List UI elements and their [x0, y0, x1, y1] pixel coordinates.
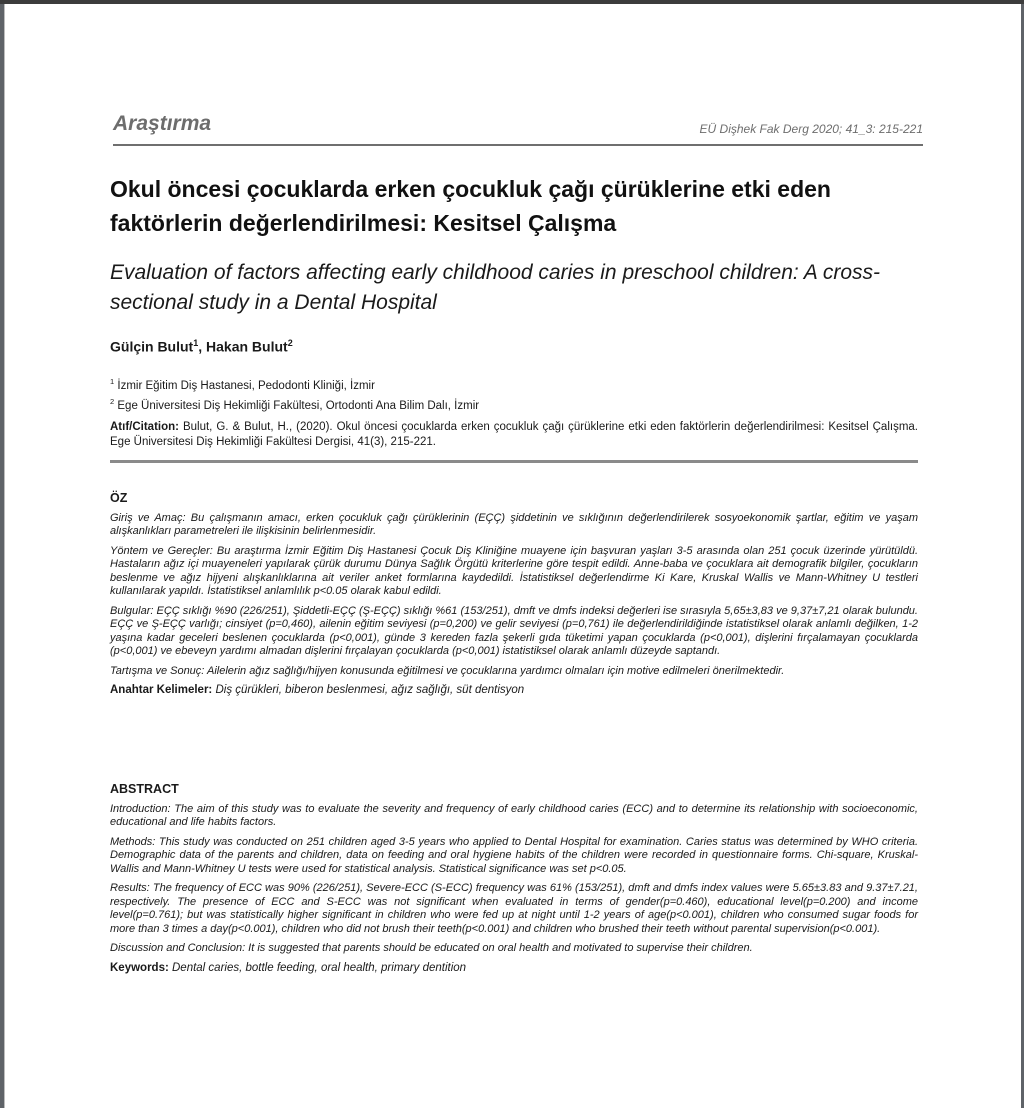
- abstract-keywords: [110, 962, 918, 976]
- oz-paragraph: Yöntem ve Gereçler: Bu araştırma İzmir Eğitim Diş Hastanesi Çocuk Diş Kliniğine muayene için başvuran yaşları 3-5 arasında olan 251 çocuk üzerinde yürütüldü. Hastaların ağız içi muayeneleri yapılarak çürük durumu Dünya Sağlık Örgütü kriterlerine göre tespit edildi. Anne-baba ve çocuklara ait demografik bilgiler, çocukların beslenme ve ağız hijyeni alışkanlıklarına ait veriler anket formlarına kaydedildi. İstatistiksel değerlendirme Ki Kare, Kruskal Wallis ve Mann-Whitney U testleri kullanılarak yapıldı. İstatistiksel anlamlılık p<0.05 olarak kabul edildi.: [110, 544, 918, 597]
- citation: [110, 420, 918, 450]
- citation-text: Bulut, G. & Bulut, H., (2020). Okul öncesi çocuklarda erken çocukluk çağı çürüklerine etki eden faktörlerin değerlendirilmesi: Kesitsel Çalışma. Ege Üniversitesi Diş Hekimliği Fakültesi Dergisi, 41(3), 215-221.: [110, 421, 918, 448]
- abstract-keywords-label: Keywords:: [110, 961, 169, 974]
- oz-keywords: [110, 684, 918, 698]
- section-divider: [110, 460, 918, 463]
- abstract-paragraph: Methods: This study was conducted on 251 children aged 3-5 years who applied to Dental Hospital for examination. Caries status was determined by WHO criteria. Demographic data of the parents and children, data on feeding and oral hygiene habits of the children were recorded in questionnaire forms. Chi-square, Kruskal-Wallis and Mann-Whitney U tests were used for statistical analysis. Statistical significance was set p<0.05.: [110, 835, 918, 875]
- abstract-paragraph: Introduction: The aim of this study was to evaluate the severity and frequency of early childhood caries (ECC) and to determine its relationship with socioeconomic, educational and life habits factors.: [110, 802, 918, 828]
- affiliation-mark: 1: [110, 377, 115, 386]
- author-list: [110, 338, 293, 355]
- author-name: Hakan Bulut: [206, 338, 288, 355]
- affiliation-mark: 2: [110, 396, 115, 406]
- title-turkish: Okul öncesi çocuklarda erken çocukluk çağı çürüklerine etki eden faktörlerin değerlendirilmesi: Kesitsel Çalışma: [110, 176, 831, 236]
- abstract-paragraph: Discussion and Conclusion: It is suggested that parents should be educated on oral health and motivated to supervise their children.: [110, 942, 753, 954]
- oz-paragraph: Giriş ve Amaç: Bu çalışmanın amacı, erken çocukluk çağı çürüklerinin (EÇÇ) şiddetinin ve sıklığının değerlendirilerek sosyoekonomik şartlar, eğitim ve yaşam alışkanlıkları parametreleri ile ilişkisinin belirlenmesidir.: [110, 511, 918, 537]
- section-label: Araştırma: [113, 112, 212, 135]
- page-header: [113, 110, 923, 146]
- oz-section: [110, 492, 918, 698]
- affiliation-line: [110, 374, 479, 394]
- affiliation-text: Ege Üniversitesi Diş Hekimliği Fakültesi, Ortodonti Ana Bilim Dalı, İzmir: [117, 399, 480, 412]
- oz-heading: ÖZ: [110, 491, 128, 505]
- citation-label: Atıf/Citation:: [110, 421, 179, 433]
- author-affil-mark: 2: [287, 338, 293, 348]
- abstract-heading: ABSTRACT: [110, 782, 179, 796]
- oz-paragraph: Tartışma ve Sonuç: Ailelerin ağız sağlığı/hijyen konusunda eğitilmesi ve çocuklarına yardımcı olmaları için motive edilmeleri önerilmektedir.: [110, 664, 785, 677]
- journal-reference: EÜ Dişhek Fak Derg 2020; 41_3: 215-221: [699, 122, 923, 136]
- affiliations: [110, 374, 479, 414]
- author-separator: ,: [198, 338, 207, 355]
- author-name: Gülçin Bulut: [110, 338, 194, 355]
- oz-paragraph: Bulgular: EÇÇ sıklığı %90 (226/251), Şiddetli-EÇÇ (Ş-EÇÇ) sıklığı %61 (153/251), dmft ve dmfs indeksi değerleri ise sırasıyla 5,65±3,83 ve 9,37±7,21 olarak bulundu. EÇÇ ve Ş-EÇÇ varlığı; cinsiyet (p=0,460), ailenin eğitim seviyesi (p=0,200) ve gelir seviyesi (p=0,761) ile değerlendirildiğinde istatistiksel olarak anlamlı değilken, 1-2 yaşına kadar geceleri beslenen çocuklarda (p<0,001), günde 3 kereden fazla şekerli gıda tüketimi yapan çocuklarda (p<0,001), dişlerini fırçalamayan çocuklarda (p<0,001) ve ebeveyn yardımı almadan dişlerini fırçalayan çocuklarda (p<0,001) istatistiksel olarak anlamlı düzeyde saptandı.: [110, 604, 918, 657]
- abstract-section: [110, 783, 918, 975]
- author-affil-mark: 1: [193, 338, 199, 348]
- oz-keywords-text: Diş çürükleri, biberon beslenmesi, ağız sağlığı, süt dentisyon: [212, 684, 525, 696]
- affiliation-line: [110, 394, 479, 414]
- title-english: Evaluation of factors affecting early childhood caries in preschool children: A cross-sectional study in a Dental Hospital: [110, 261, 880, 314]
- abstract-keywords-text: Dental caries, bottle feeding, oral health, primary dentition: [168, 961, 467, 974]
- affiliation-text: İzmir Eğitim Diş Hastanesi, Pedodonti Kliniği, İzmir: [117, 379, 375, 392]
- abstract-paragraph: Results: The frequency of ECC was 90% (226/251), Severe-ECC (S-ECC) frequency was 61% (153/251), dmft and dmfs index values were 5.65±3.83 and 9.37±7.21, respectively. The presence of ECC and S-ECC was not significant when evaluated in terms of gender(p=0.460), educational level(p=0.200) and income level(p=0.761); but was statistically higher significant in children who were fed up at night until 1-2 years of age(p<0.001), children who consumed sugar foods for more than 3 times a day(p<0.001), children who did not brush their teeth(p<0.001) and children who brushed their teeth without parental supervision(p<0.001).: [110, 882, 918, 935]
- oz-keywords-label: Anahtar Kelimeler:: [110, 684, 213, 696]
